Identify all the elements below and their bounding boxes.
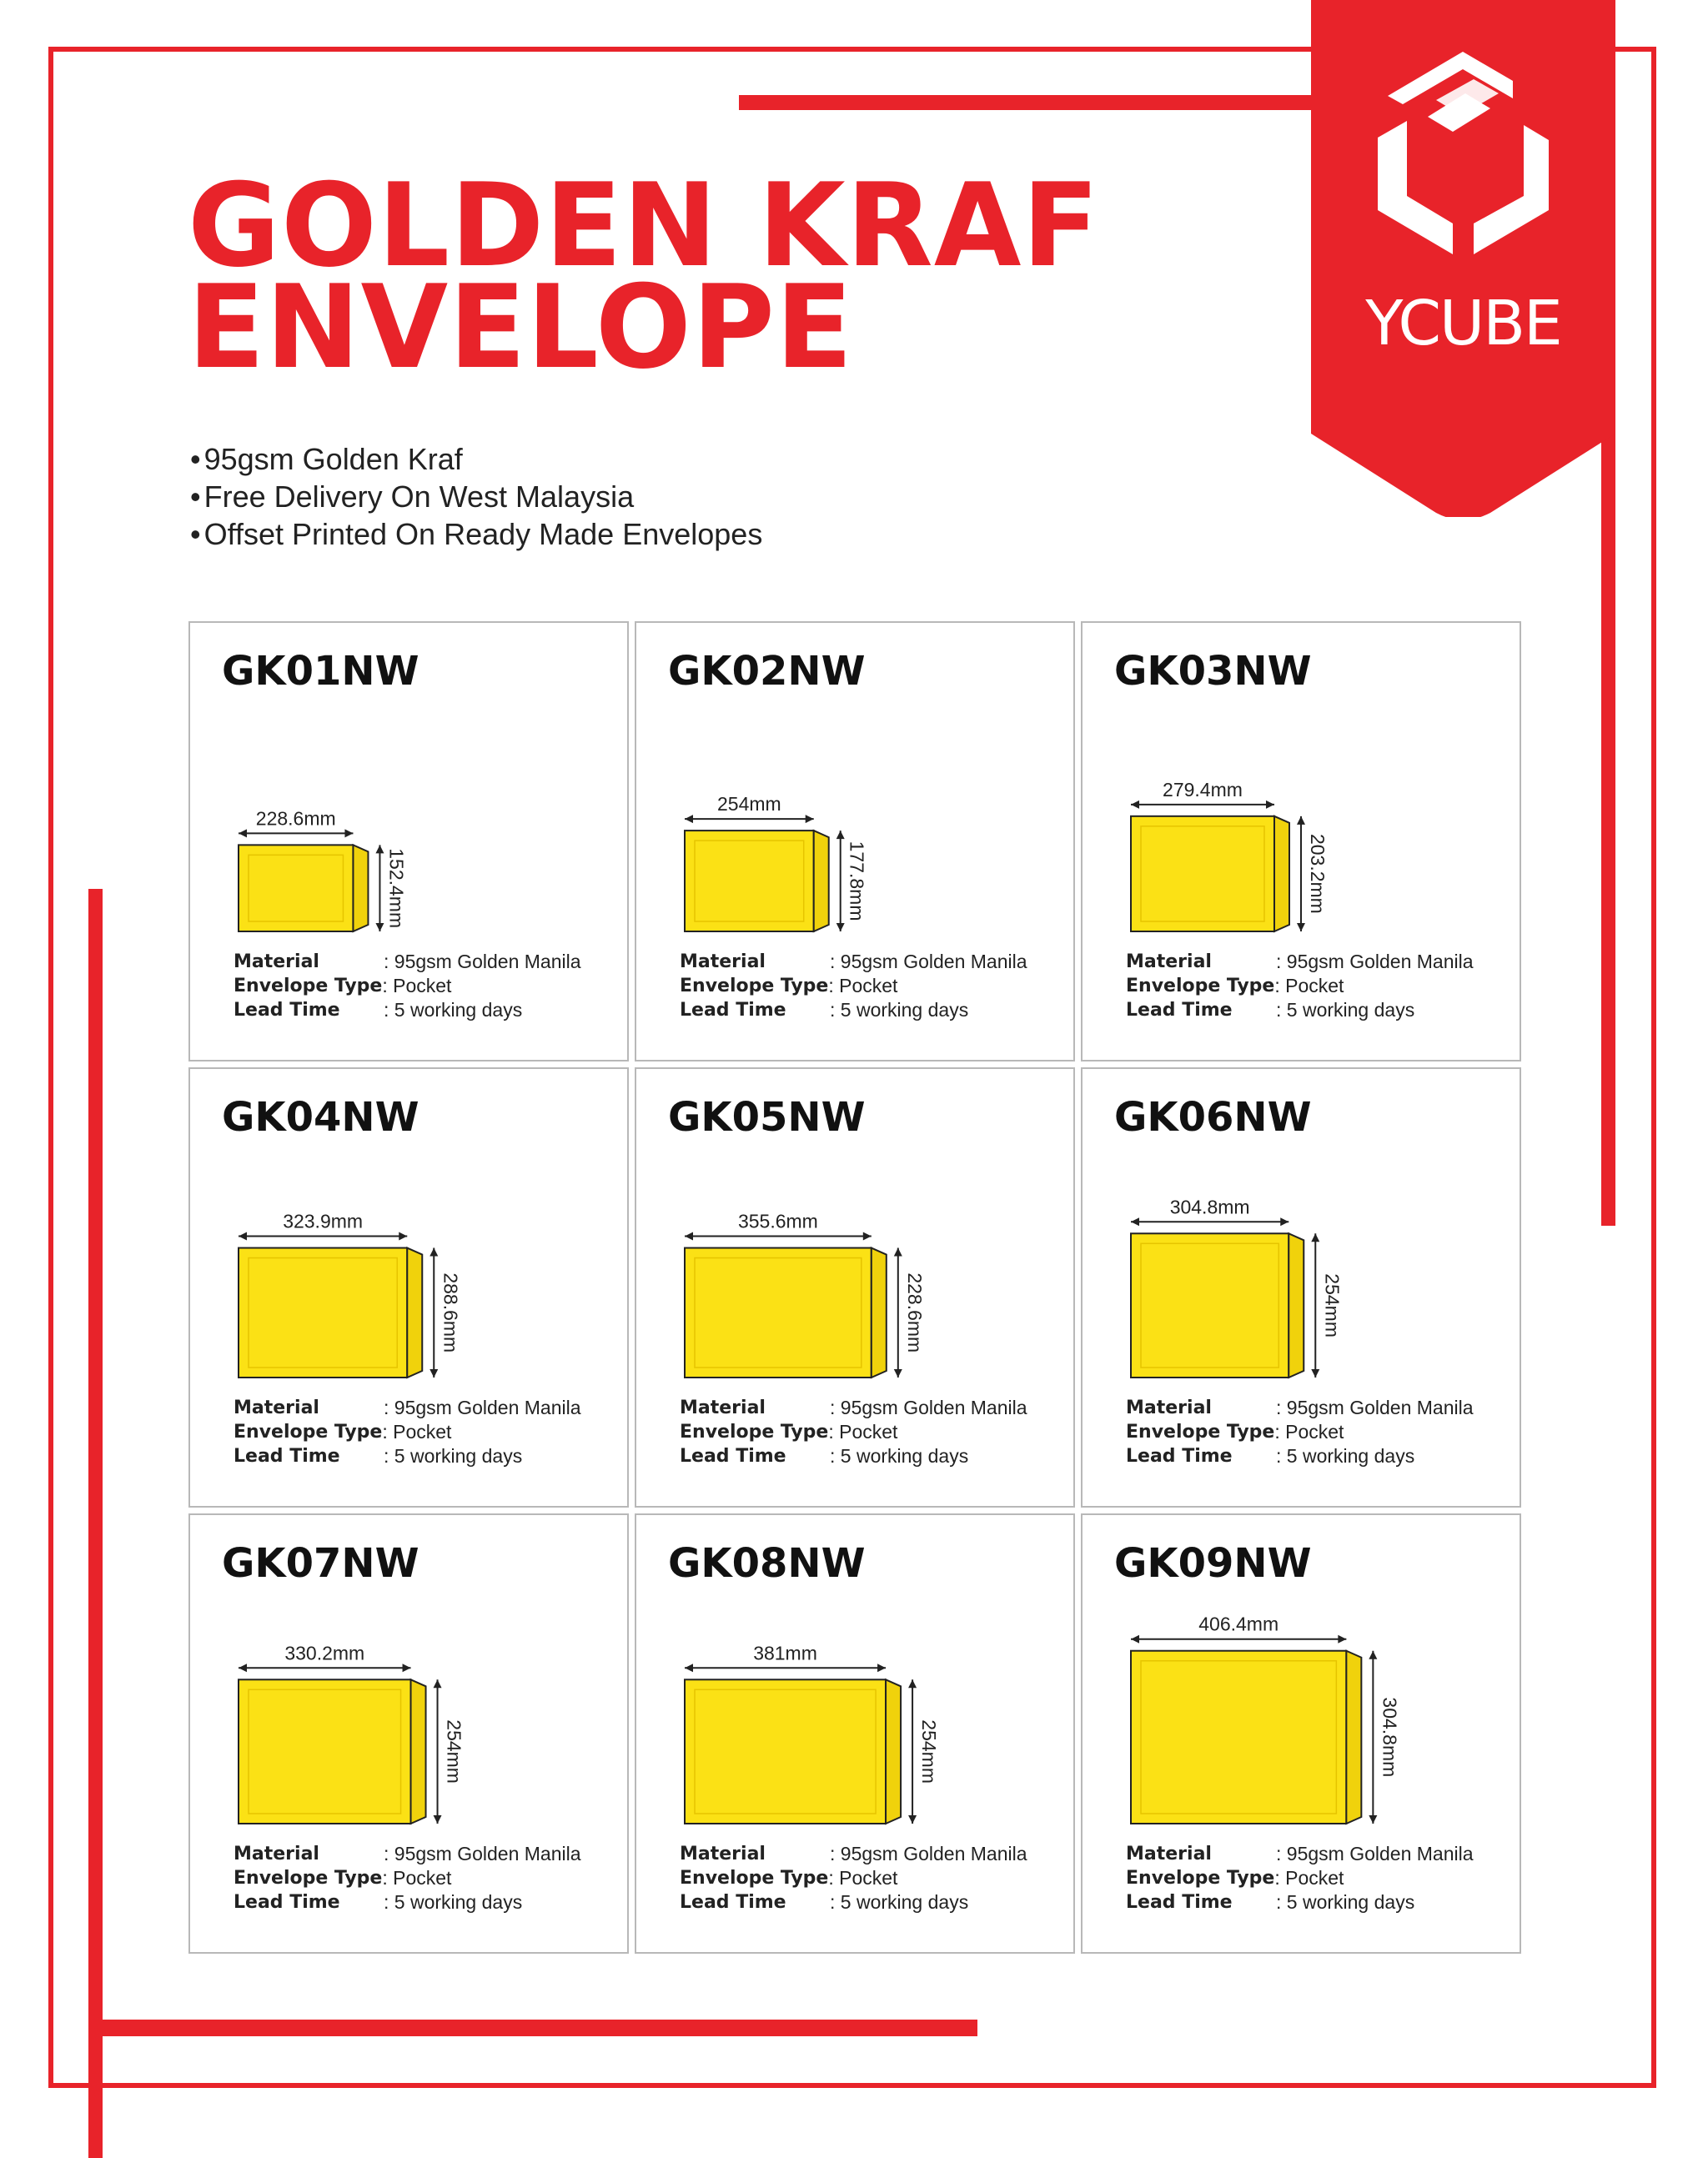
spec-value: : 5 working days bbox=[1276, 999, 1415, 1021]
width-label: 279.4mm bbox=[1163, 778, 1243, 800]
width-label: 304.8mm bbox=[1169, 1196, 1250, 1218]
spec-row-lead bbox=[1126, 1444, 1474, 1468]
spec-label: Material bbox=[680, 951, 766, 972]
top-accent-bar bbox=[739, 95, 1339, 110]
envelope-body bbox=[1131, 816, 1274, 931]
spec-row-type bbox=[680, 1866, 1027, 1890]
envelope-flap bbox=[353, 845, 368, 931]
product-card bbox=[1081, 1513, 1521, 1954]
product-specs bbox=[1126, 950, 1474, 1022]
feature-item: • 95gsm Golden Kraf bbox=[190, 440, 762, 478]
product-code: GK07NW bbox=[222, 1540, 419, 1587]
left-accent-bar bbox=[88, 889, 103, 2158]
spec-label: Lead Time bbox=[234, 1000, 340, 1021]
spec-value: : Pocket bbox=[828, 1421, 898, 1443]
product-card bbox=[635, 621, 1075, 1061]
right-accent-bar bbox=[1601, 434, 1615, 1226]
spec-value: : 5 working days bbox=[830, 999, 969, 1021]
height-label: 228.6mm bbox=[903, 1272, 926, 1353]
width-label: 381mm bbox=[753, 1642, 817, 1664]
spec-row-lead bbox=[680, 998, 1027, 1022]
spec-label: Envelope Type bbox=[234, 1422, 383, 1443]
spec-value: : 5 working days bbox=[384, 1891, 523, 1913]
product-code: GK02NW bbox=[668, 648, 866, 695]
spec-label: Lead Time bbox=[234, 1892, 340, 1913]
product-code: GK01NW bbox=[222, 648, 419, 695]
spec-label: Envelope Type bbox=[680, 976, 829, 996]
product-card bbox=[188, 1513, 629, 1954]
height-label: 288.6mm bbox=[440, 1272, 462, 1353]
spec-row-lead bbox=[680, 1444, 1027, 1468]
envelope-flap bbox=[814, 831, 829, 931]
product-specs bbox=[1126, 1396, 1474, 1468]
width-label: 330.2mm bbox=[284, 1642, 365, 1664]
spec-value: : 95gsm Golden Manila bbox=[1276, 1397, 1474, 1418]
product-code: GK03NW bbox=[1114, 648, 1312, 695]
height-label: 254mm bbox=[918, 1719, 941, 1784]
spec-value: : 5 working days bbox=[1276, 1445, 1415, 1467]
spec-label: Lead Time bbox=[234, 1446, 340, 1467]
spec-value: : 95gsm Golden Manila bbox=[384, 1843, 581, 1864]
spec-label: Material bbox=[1126, 1398, 1212, 1418]
spec-row-material bbox=[234, 1842, 581, 1866]
product-code: GK05NW bbox=[668, 1094, 866, 1141]
spec-row-type bbox=[680, 974, 1027, 998]
spec-value: : 5 working days bbox=[830, 1445, 969, 1467]
width-label: 228.6mm bbox=[255, 807, 336, 830]
product-code: GK09NW bbox=[1114, 1540, 1312, 1587]
product-card bbox=[635, 1067, 1075, 1508]
spec-row-lead bbox=[234, 998, 581, 1022]
spec-row-material bbox=[1126, 950, 1474, 974]
spec-row-type bbox=[1126, 1420, 1474, 1444]
product-card bbox=[188, 1067, 629, 1508]
spec-row-type bbox=[234, 1420, 581, 1444]
spec-value: : 95gsm Golden Manila bbox=[384, 951, 581, 972]
title-line-1: GOLDEN KRAF bbox=[188, 158, 1100, 293]
spec-value: : Pocket bbox=[1274, 1867, 1344, 1889]
envelope-body bbox=[685, 1679, 886, 1824]
spec-label: Lead Time bbox=[1126, 1446, 1233, 1467]
spec-row-lead bbox=[234, 1444, 581, 1468]
width-label: 355.6mm bbox=[737, 1210, 818, 1232]
spec-label: Material bbox=[680, 1398, 766, 1418]
spec-value: : 5 working days bbox=[384, 999, 523, 1021]
envelope-flap bbox=[886, 1679, 901, 1824]
spec-row-lead bbox=[234, 1890, 581, 1915]
spec-label: Material bbox=[1126, 1844, 1212, 1864]
width-label: 323.9mm bbox=[283, 1210, 364, 1232]
height-label: 152.4mm bbox=[385, 848, 408, 929]
spec-row-lead bbox=[1126, 1890, 1474, 1915]
spec-row-material bbox=[1126, 1842, 1474, 1866]
spec-row-type bbox=[234, 974, 581, 998]
spec-label: Lead Time bbox=[1126, 1000, 1233, 1021]
spec-row-material bbox=[234, 950, 581, 974]
height-label: 254mm bbox=[1321, 1273, 1344, 1337]
envelope-body bbox=[1131, 1651, 1346, 1824]
product-card bbox=[188, 621, 629, 1061]
spec-row-material bbox=[234, 1396, 581, 1420]
spec-value: : 95gsm Golden Manila bbox=[830, 951, 1027, 972]
envelope-flap bbox=[1346, 1651, 1361, 1824]
product-code: GK06NW bbox=[1114, 1094, 1312, 1141]
spec-label: Envelope Type bbox=[234, 1868, 383, 1889]
spec-label: Lead Time bbox=[680, 1000, 786, 1021]
spec-value: : Pocket bbox=[828, 1867, 898, 1889]
feature-item: • Offset Printed On Ready Made Envelopes bbox=[190, 515, 762, 553]
spec-label: Material bbox=[1126, 951, 1212, 972]
envelope-flap bbox=[872, 1248, 887, 1378]
product-card bbox=[635, 1513, 1075, 1954]
spec-label: Envelope Type bbox=[234, 976, 383, 996]
envelope-body bbox=[239, 1248, 407, 1378]
spec-label: Lead Time bbox=[680, 1892, 786, 1913]
spec-row-type bbox=[1126, 974, 1474, 998]
spec-label: Lead Time bbox=[680, 1446, 786, 1467]
envelope-body bbox=[239, 845, 353, 931]
spec-value: : Pocket bbox=[382, 1867, 452, 1889]
envelope-body bbox=[685, 1248, 872, 1378]
spec-row-material bbox=[680, 1396, 1027, 1420]
title-line-2: ENVELOPE bbox=[188, 260, 854, 394]
spec-value: : 5 working days bbox=[830, 1891, 969, 1913]
product-card bbox=[1081, 621, 1521, 1061]
spec-row-type bbox=[680, 1420, 1027, 1444]
spec-row-material bbox=[680, 950, 1027, 974]
spec-value: : 95gsm Golden Manila bbox=[1276, 951, 1474, 972]
spec-label: Envelope Type bbox=[680, 1422, 829, 1443]
product-specs bbox=[234, 1842, 581, 1915]
product-grid bbox=[188, 621, 1521, 1954]
page-title bbox=[188, 158, 1100, 394]
spec-label: Material bbox=[234, 1844, 319, 1864]
envelope-body bbox=[239, 1679, 411, 1824]
bottom-accent-bar bbox=[88, 2020, 977, 2036]
product-code: GK08NW bbox=[668, 1540, 866, 1587]
spec-row-lead bbox=[680, 1890, 1027, 1915]
brand-banner bbox=[1311, 0, 1615, 517]
product-code: GK04NW bbox=[222, 1094, 419, 1141]
brand-name: YCUBE bbox=[1365, 288, 1561, 359]
spec-value: : Pocket bbox=[1274, 1421, 1344, 1443]
height-label: 177.8mm bbox=[846, 841, 868, 921]
spec-value: : 95gsm Golden Manila bbox=[1276, 1843, 1474, 1864]
spec-row-type bbox=[234, 1866, 581, 1890]
spec-value: : Pocket bbox=[828, 975, 898, 996]
envelope-body bbox=[685, 831, 814, 931]
height-label: 304.8mm bbox=[1379, 1697, 1401, 1778]
spec-label: Envelope Type bbox=[680, 1868, 829, 1889]
envelope-body bbox=[1131, 1233, 1289, 1378]
width-label: 406.4mm bbox=[1198, 1613, 1279, 1635]
spec-value: : 95gsm Golden Manila bbox=[384, 1397, 581, 1418]
spec-value: : 5 working days bbox=[384, 1445, 523, 1467]
product-specs bbox=[680, 1396, 1027, 1468]
product-specs bbox=[234, 1396, 581, 1468]
spec-value: : Pocket bbox=[382, 975, 452, 996]
envelope-flap bbox=[407, 1248, 422, 1378]
spec-label: Envelope Type bbox=[1126, 1422, 1275, 1443]
spec-value: : Pocket bbox=[1274, 975, 1344, 996]
spec-label: Material bbox=[234, 951, 319, 972]
spec-label: Material bbox=[680, 1844, 766, 1864]
height-label: 203.2mm bbox=[1306, 833, 1329, 914]
spec-row-lead bbox=[1126, 998, 1474, 1022]
envelope-flap bbox=[411, 1679, 426, 1824]
feature-list bbox=[190, 440, 762, 553]
spec-row-material bbox=[1126, 1396, 1474, 1420]
envelope-flap bbox=[1274, 816, 1289, 931]
spec-row-type bbox=[1126, 1866, 1474, 1890]
product-specs bbox=[1126, 1842, 1474, 1915]
spec-value: : Pocket bbox=[382, 1421, 452, 1443]
spec-label: Lead Time bbox=[1126, 1892, 1233, 1913]
product-specs bbox=[234, 950, 581, 1022]
spec-label: Material bbox=[234, 1398, 319, 1418]
envelope-flap bbox=[1289, 1233, 1304, 1378]
product-specs bbox=[680, 1842, 1027, 1915]
product-card bbox=[1081, 1067, 1521, 1508]
spec-value: : 95gsm Golden Manila bbox=[830, 1843, 1027, 1864]
spec-row-material bbox=[680, 1842, 1027, 1866]
height-label: 254mm bbox=[443, 1719, 465, 1784]
spec-label: Envelope Type bbox=[1126, 976, 1275, 996]
width-label: 254mm bbox=[717, 793, 781, 816]
feature-item: • Free Delivery On West Malaysia bbox=[190, 478, 762, 515]
product-specs bbox=[680, 950, 1027, 1022]
spec-value: : 95gsm Golden Manila bbox=[830, 1397, 1027, 1418]
spec-value: : 5 working days bbox=[1276, 1891, 1415, 1913]
spec-label: Envelope Type bbox=[1126, 1868, 1275, 1889]
